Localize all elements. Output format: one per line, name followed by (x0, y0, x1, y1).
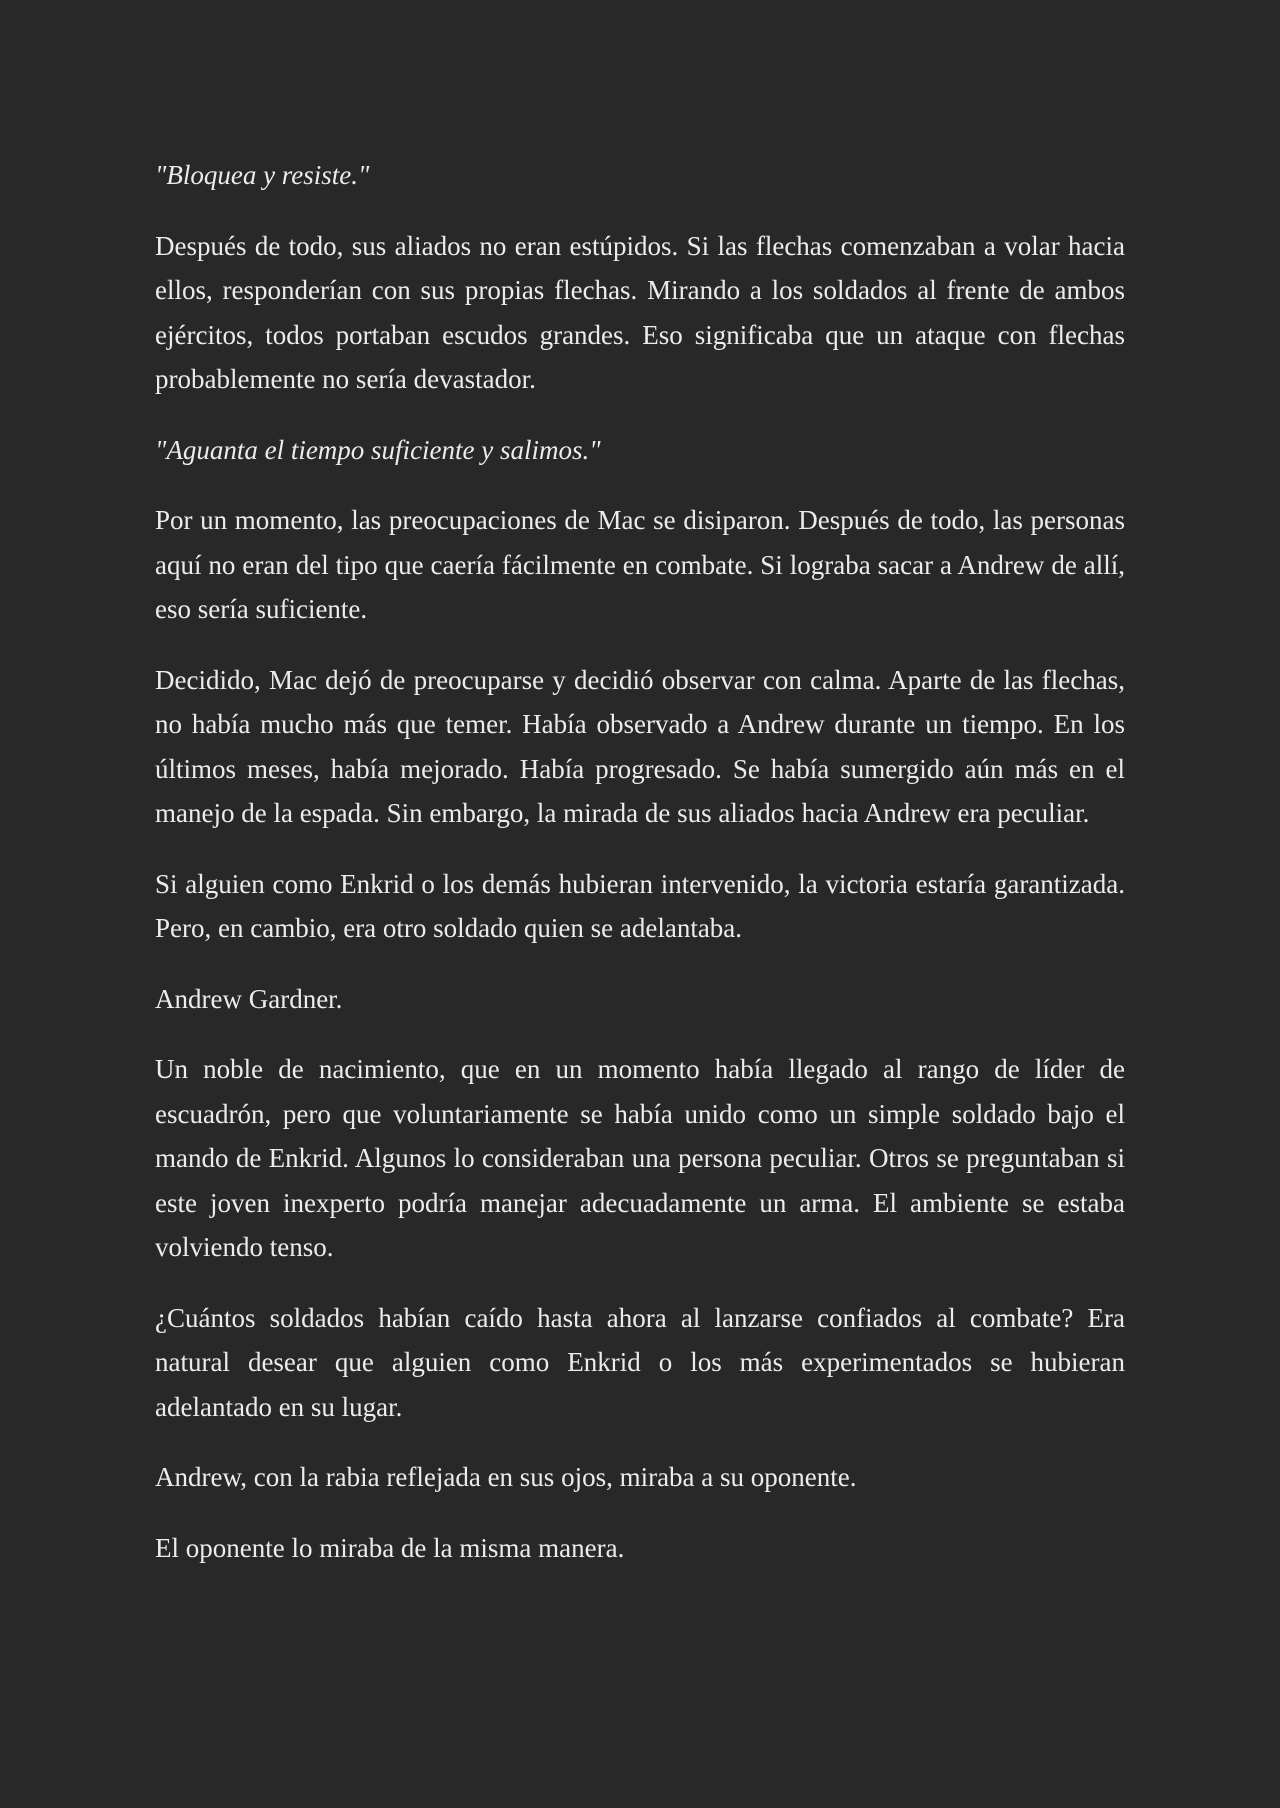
paragraph-dialogue: "Aguanta el tiempo suficiente y salimos." (155, 434, 601, 465)
paragraph: El oponente lo miraba de la misma manera. (155, 1532, 625, 1563)
paragraph: ¿Cuántos soldados habían caído hasta ahora al lanzarse confiados al combate? Era natural desear que alguien como Enkrid o los más experimentados se hubieran adelantado en su lugar. (155, 1302, 1125, 1422)
paragraph: Después de todo, sus aliados no eran estúpidos. Si las flechas comenzaban a volar hacia ellos, responderían con sus propias flechas. Mirando a los soldados al frente de ambos ejércitos, todos portaban escudos grandes. Eso significaba que un ataque con flechas probablemente no sería devastador. (155, 230, 1125, 394)
paragraph: Un noble de nacimiento, que en un momento había llegado al rango de líder de escuadrón, pero que voluntariamente se había unido como un simple soldado bajo el mando de Enkrid. Algunos lo consideraban una persona peculiar. Otros se preguntaban si este joven inexperto podría manejar adecuadamente un arma. El ambiente se estaba volviendo tenso. (155, 1054, 1125, 1262)
paragraph: Andrew, con la rabia reflejada en sus ojos, miraba a su oponente. (155, 1462, 857, 1492)
chapter-text (155, 153, 1125, 1596)
paragraph: Si alguien como Enkrid o los demás hubieran intervenido, la victoria estaría garantizada. Pero, en cambio, era otro soldado quien se adelantaba. (155, 868, 1125, 943)
paragraph: Decidido, Mac dejó de preocuparse y decidió observar con calma. Aparte de las flechas, no había mucho más que temer. Había observado a Andrew durante un tiempo. En los últimos meses, había mejorado. Había progresado. Se había sumergido aún más en el manejo de la espada. Sin embargo, la mirada de sus aliados hacia Andrew era peculiar. (155, 664, 1125, 828)
paragraph: Andrew Gardner. (155, 983, 343, 1014)
paragraph-dialogue: "Bloquea y resiste." (155, 160, 370, 190)
paragraph: Por un momento, las preocupaciones de Mac se disiparon. Después de todo, las personas aquí no eran del tipo que caería fácilmente en combate. Si lograba sacar a Andrew de allí, eso sería suficiente. (155, 505, 1125, 624)
